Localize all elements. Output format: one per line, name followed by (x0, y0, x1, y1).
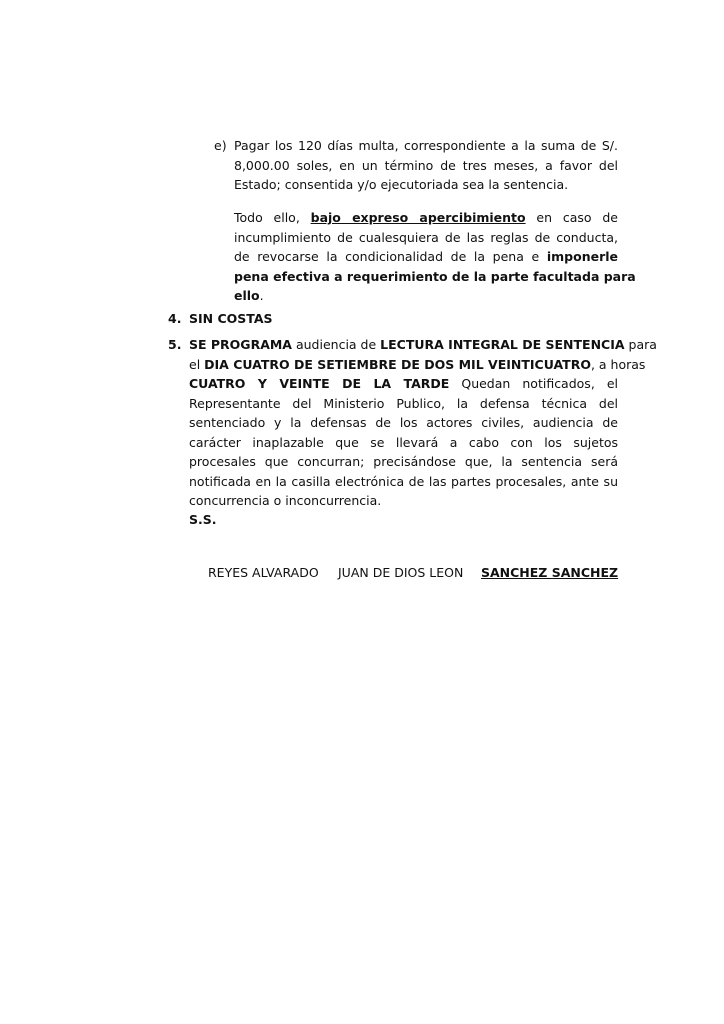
item-e-line: Pagar los 120 días multa, correspondiente a la suma de S/. (234, 138, 618, 153)
signature-juan-de-dios-leon: JUAN DE DIOS LEON (338, 565, 464, 580)
item-e-marker: e) (214, 138, 227, 153)
item-4-text: SIN COSTAS (189, 311, 273, 326)
apercibimiento-line: pena efectiva a requerimiento de la parte facultada para (234, 268, 636, 284)
apercibimiento-emphasis: bajo expreso apercibimiento (310, 210, 526, 225)
item-5-line: sentenciado y la defensas de los actores civiles, audiencia de (189, 415, 618, 430)
apercibimiento-line: incumplimiento de cualesquiera de las reglas de conducta, (234, 229, 618, 245)
item-5-line: el DIA CUATRO DE SETIEMBRE DE DOS MIL VEINTICUATRO, a horas (189, 356, 646, 372)
item-e-line: 8,000.00 soles, en un término de tres meses, a favor del (234, 157, 618, 173)
item-5-line: CUATRO Y VEINTE DE LA TARDE Quedan notificados, el (189, 376, 618, 391)
item-5-line: notificada en la casilla electrónica de las partes procesales, ante su (189, 473, 618, 489)
item-5-marker: 5. (168, 337, 182, 352)
signature-reyes-alvarado: REYES ALVARADO (208, 565, 319, 580)
item-5-line: procesales que concurran; precisándose que, la sentencia será (189, 454, 618, 469)
signature-sanchez-sanchez: SANCHEZ SANCHEZ (481, 565, 619, 580)
item-5-line: carácter inaplazable que se llevará a cabo con los sujetos (189, 434, 618, 450)
item-5-line: concurrencia o inconcurrencia. (189, 493, 382, 508)
apercibimiento-line: Todo ello, bajo expreso apercibimiento en caso de (234, 210, 618, 225)
item-5-text (189, 335, 657, 511)
apercibimiento-paragraph (234, 208, 636, 306)
ss-label: S.S. (189, 512, 217, 527)
item-4-marker: 4. (168, 311, 182, 326)
item-e-text (234, 136, 618, 195)
item-5-line: SE PROGRAMA audiencia de LECTURA INTEGRAL DE SENTENCIA para (189, 337, 657, 352)
item-e-line: Estado; consentida y/o ejecutoriada sea la sentencia. (234, 177, 569, 192)
item-5-line: Representante del Ministerio Publico, la defensa técnica del (189, 395, 618, 411)
apercibimiento-line: ello. (234, 288, 264, 303)
apercibimiento-line: de revocarse la condicionalidad de la pena e imponerle (234, 249, 618, 264)
